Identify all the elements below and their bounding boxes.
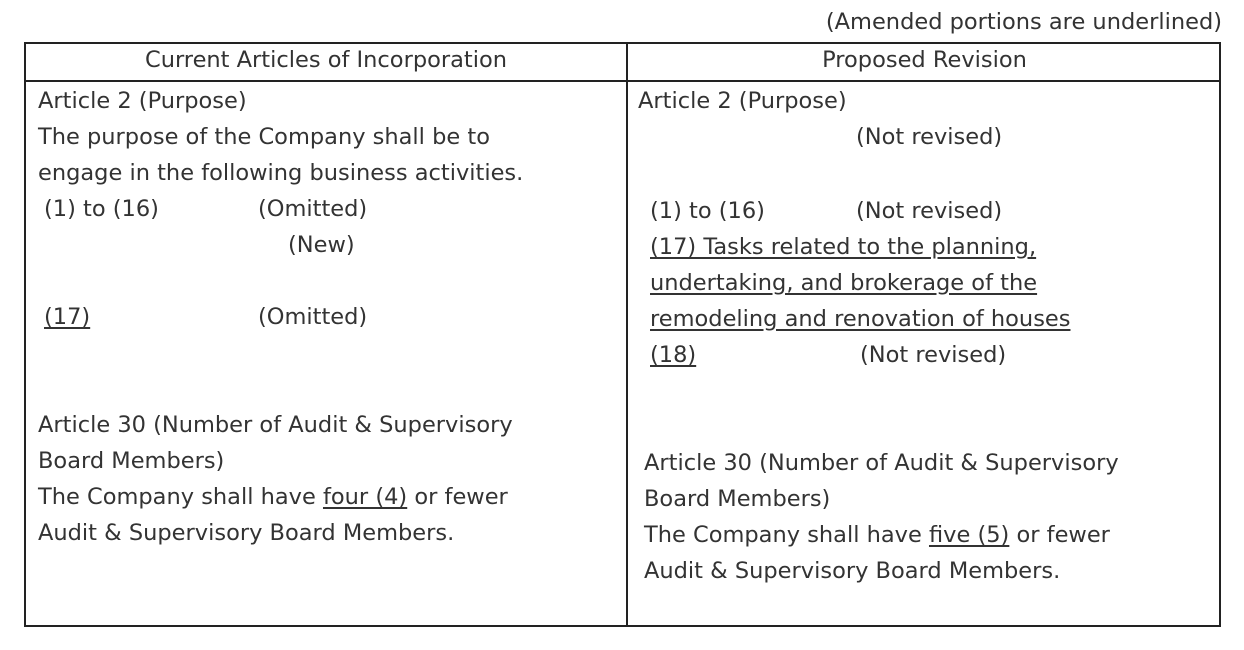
current-member-count: four (4)	[322, 484, 408, 510]
comparison-table	[24, 42, 1221, 627]
current-item-1-16-status: (Omitted)	[258, 196, 368, 222]
column-divider	[626, 44, 628, 625]
current-article30-title-1: Article 30 (Number of Audit & Supervisory	[38, 412, 513, 438]
current-article30-body-2: Audit & Supervisory Board Members.	[38, 520, 455, 546]
proposed-article30-title-1: Article 30 (Number of Audit & Supervisory	[644, 450, 1119, 476]
header-divider	[26, 80, 1219, 82]
proposed-item-17-line2: undertaking, and brokerage of the	[650, 270, 1038, 296]
proposed-item-17-line3: remodeling and renovation of houses	[650, 306, 1071, 332]
current-article2-line2: engage in the following business activities.	[38, 160, 524, 186]
current-item-17-status: (Omitted)	[258, 304, 368, 330]
amendment-note: (Amended portions are underlined)	[825, 9, 1222, 35]
proposed-article30-body-2: Audit & Supervisory Board Members.	[644, 558, 1061, 584]
current-article2-title: Article 2 (Purpose)	[38, 88, 247, 114]
proposed-article30-body-1: The Company shall have five (5) or fewer	[644, 522, 1110, 548]
proposed-item-18: (18)	[650, 342, 697, 368]
header-proposed: Proposed Revision	[822, 47, 1027, 73]
current-item-1-16: (1) to (16)	[44, 196, 159, 222]
current-article2-line1: The purpose of the Company shall be to	[38, 124, 490, 150]
proposed-item-17-line1: (17) Tasks related to the planning,	[650, 234, 1037, 260]
current-item-17: (17)	[44, 304, 91, 330]
proposed-article30-title-2: Board Members)	[644, 486, 831, 512]
proposed-item-1-16-status: (Not revised)	[856, 198, 1003, 224]
current-article30-title-2: Board Members)	[38, 448, 225, 474]
proposed-item-1-16: (1) to (16)	[650, 198, 765, 224]
proposed-member-count: five (5)	[928, 522, 1010, 548]
proposed-article2-status: (Not revised)	[856, 124, 1003, 150]
header-current: Current Articles of Incorporation	[144, 47, 508, 73]
proposed-item-18-status: (Not revised)	[860, 342, 1007, 368]
current-new-status: (New)	[288, 232, 355, 258]
current-article30-body-1: The Company shall have four (4) or fewer	[38, 484, 508, 510]
proposed-article2-title: Article 2 (Purpose)	[638, 88, 847, 114]
